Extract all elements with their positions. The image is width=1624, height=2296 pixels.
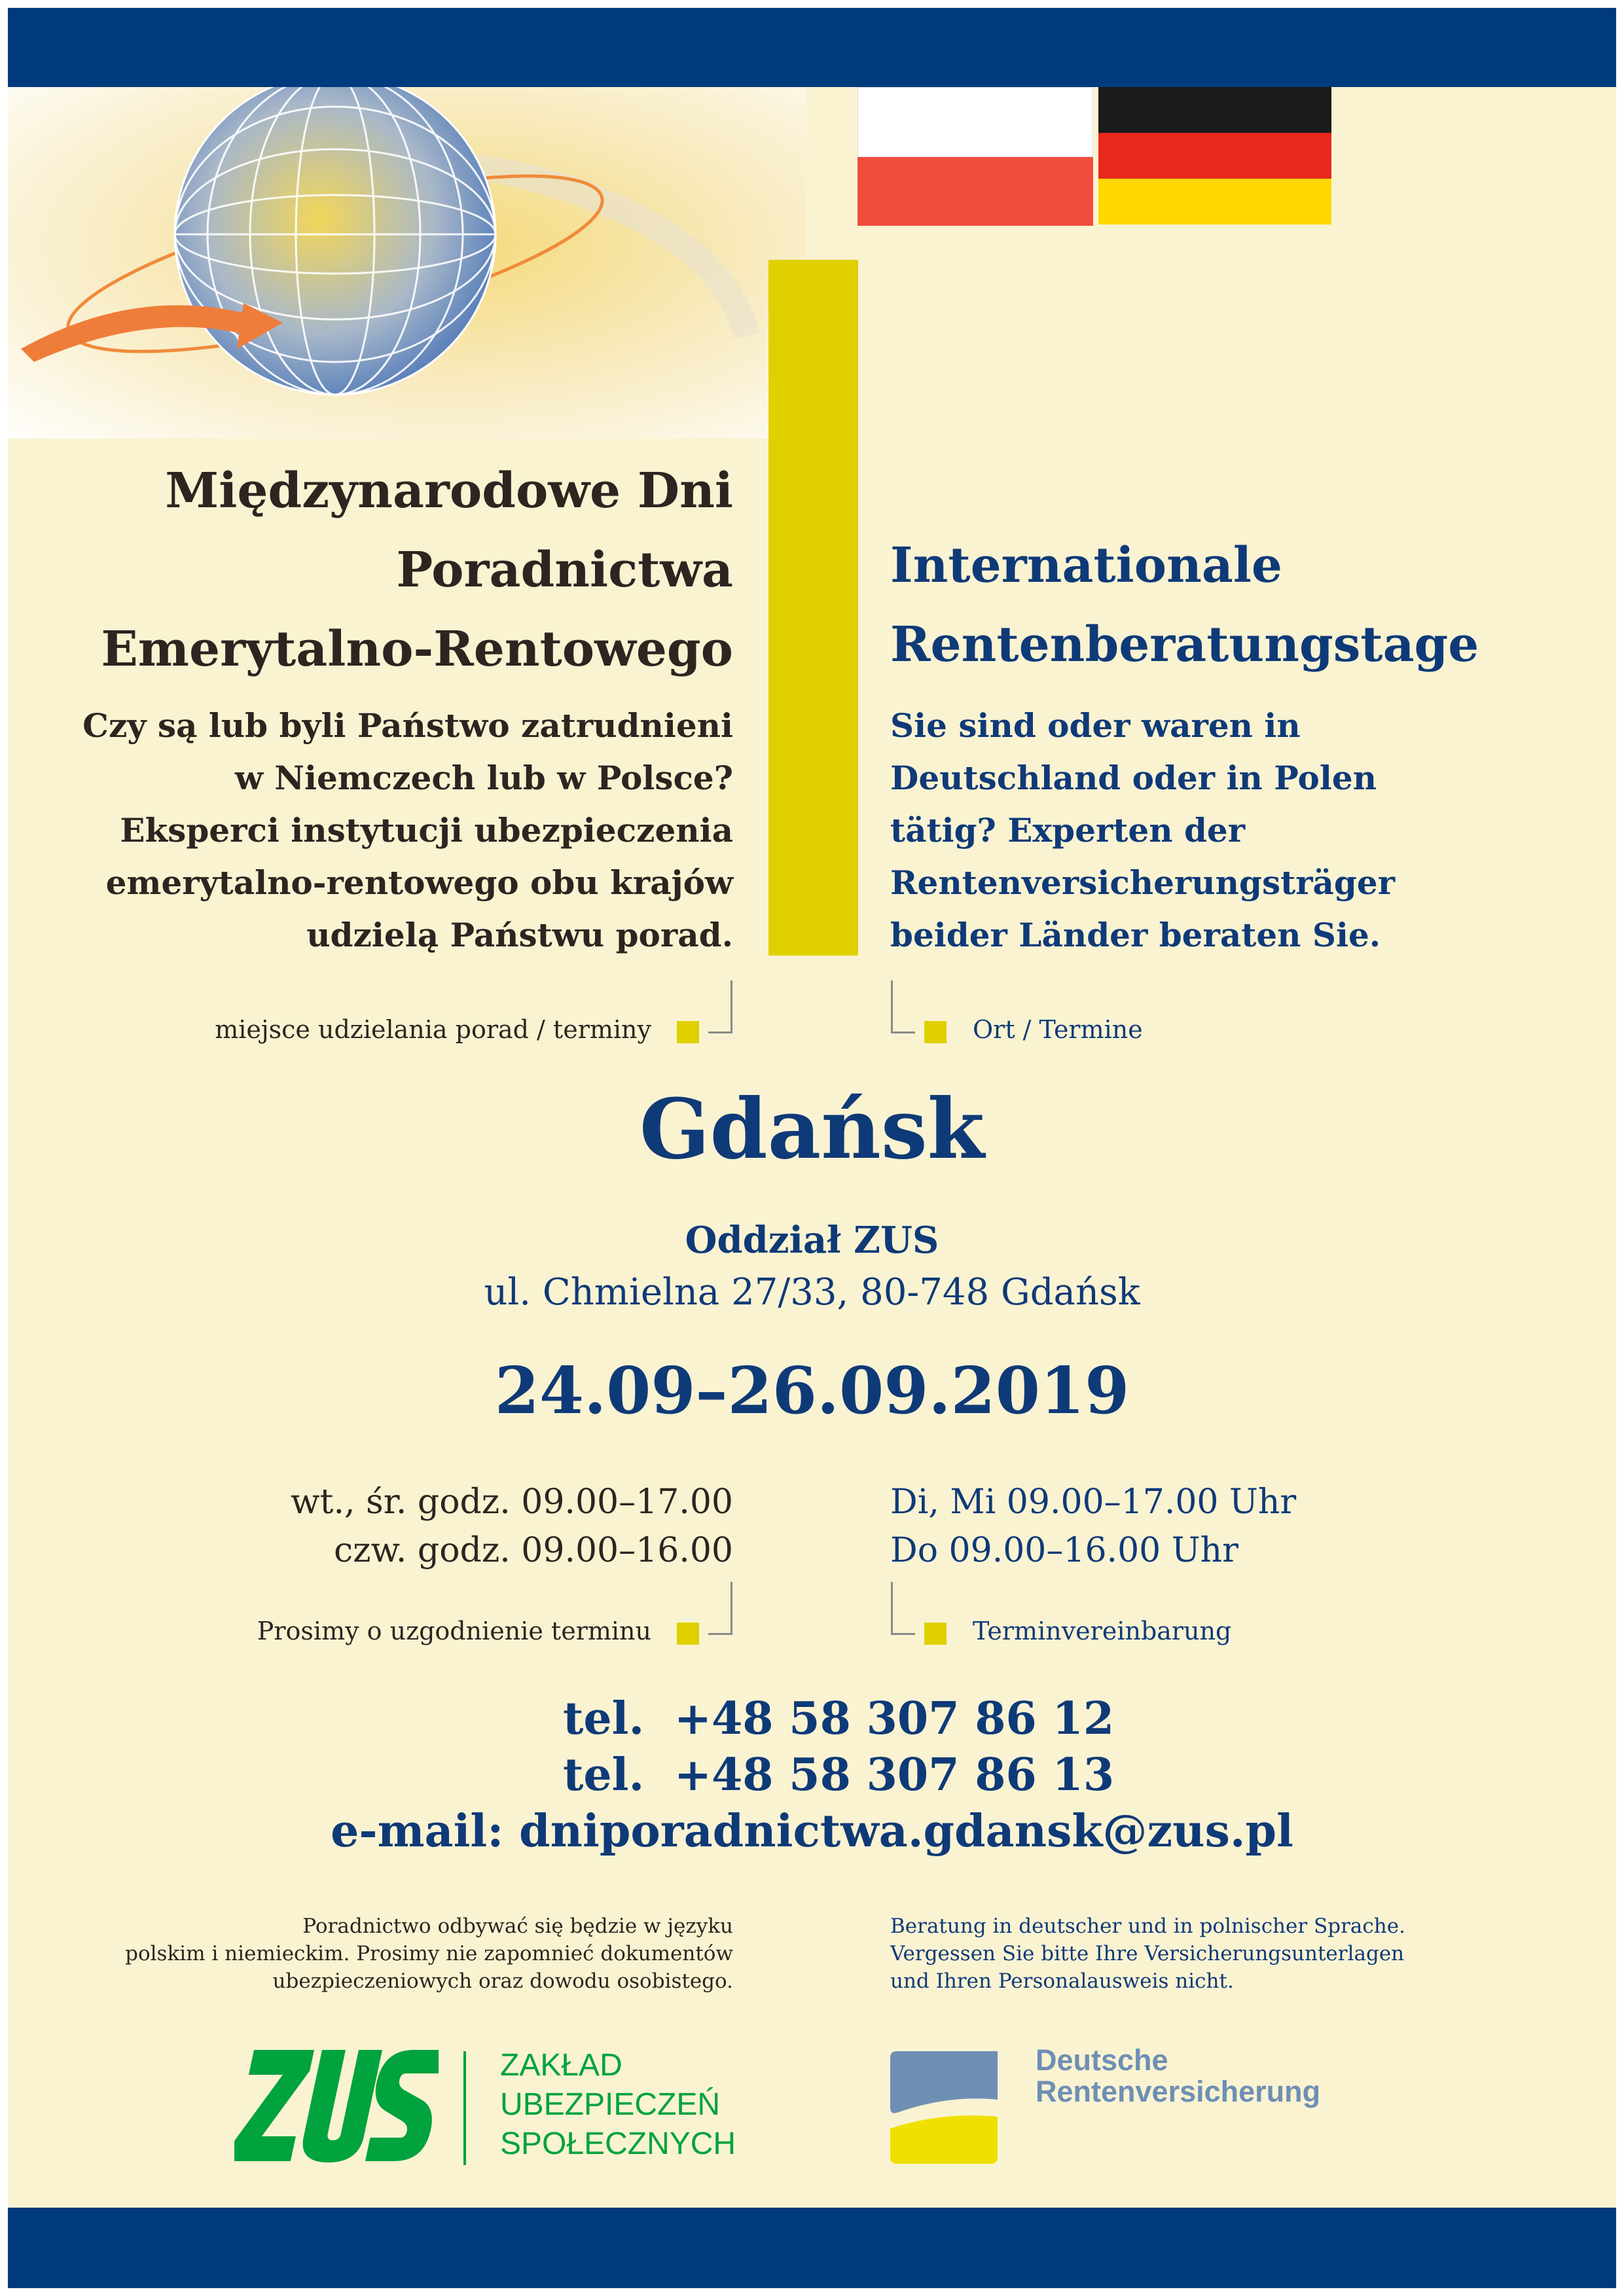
drv-name-line: Rentenversicherung [1036,2075,1321,2108]
polish-hours-line: wt., śr. godz. 09.00–17.00 [291,1482,733,1522]
phone-number[interactable]: +48 58 307 86 12 [674,1693,1115,1745]
center-yellow-bar [768,260,858,956]
german-footnote-line: und Ihren Personalausweis nicht. [890,1969,1234,1993]
drv-name-line: Deutsche [1036,2043,1168,2077]
zus-name-line: ZAKŁAD [500,2048,623,2083]
polish-title-line: Emerytalno-Rentowego [101,621,733,677]
polish-footnote-line: ubezpieczeniowych oraz dowodu osobistego. [272,1969,733,1993]
polish-appointment-label: Prosimy o uzgodnienie terminu [257,1617,651,1645]
email-line[interactable]: e-mail: dniporadnictwa.gdansk@zus.pl [331,1805,1293,1857]
polish-intro-line: w Niemczech lub w Polsce? [234,759,733,797]
polish-intro [65,700,733,961]
zus-logo-divider [463,2051,466,2165]
city-name: Gdańsk [639,1081,985,1177]
polish-footnote-line: Poradnictwo odbywać się będzie w języku [302,1914,733,1938]
zus-logo-text [500,2046,762,2164]
polish-hours-line: czw. godz. 09.00–16.00 [334,1531,733,1570]
polish-intro-line: emerytalno-rentowego obu krajów [105,863,733,902]
phone-label: tel. [563,1749,645,1801]
deutsche-rentenversicherung-logo-icon [890,2051,998,2164]
german-hours-line: Do 09.00–16.00 Uhr [890,1531,1238,1570]
event-dates: 24.09–26.09.2019 [494,1354,1130,1429]
phone-number[interactable]: +48 58 307 86 13 [674,1749,1115,1801]
bracket-line-de [891,980,915,1033]
polish-footnote [65,1912,733,1995]
zus-name-line: SPOŁECZNYCH [500,2126,736,2161]
bottom-band [8,2208,1616,2288]
german-intro-line: Deutschland oder in Polen [890,759,1377,797]
german-place-label: Ort / Termine [973,1015,1143,1044]
german-footnote-line: Vergessen Sie bitte Ihre Versicherungsunterlagen [890,1942,1405,1965]
german-intro-line: beider Länder beraten Sie. [890,916,1381,954]
yellow-square-marker-pl-2 [677,1623,699,1645]
polish-intro-line: Czy są lub byli Państwo zatrudnieni [82,706,733,745]
bracket-line-pl [708,980,732,1033]
office-name: Oddział ZUS [685,1219,939,1262]
german-footnote [890,1912,1584,1995]
polish-intro-line: udzielą Państwu porad. [306,916,733,954]
german-hours [890,1478,1584,1575]
office-address: ul. Chmielna 27/33, 80-748 Gdańsk [484,1271,1140,1314]
yellow-square-marker-de [924,1021,947,1043]
phone-row [563,1690,1218,1748]
german-footnote-line: Beratung in deutscher und in polnischer Sprache. [890,1914,1405,1938]
polish-title-line: Międzynarodowe Dni [165,463,733,519]
polish-intro-line: Eksperci instytucji ubezpieczenia [120,811,733,850]
german-title-line: Internationale [890,537,1283,594]
germany-flag-icon [1098,87,1331,224]
poland-flag-icon [857,87,1093,224]
german-hours-line: Di, Mi 09.00–17.00 Uhr [890,1482,1297,1522]
german-intro-line: Sie sind oder waren in [890,706,1301,745]
top-band [8,8,1616,87]
globe-illustration-icon [8,87,806,439]
polish-title [65,452,733,689]
zus-logo-icon [234,2050,439,2168]
polish-title-line: Poradnictwa [396,542,733,598]
german-title-line: Rentenberatungstage [890,617,1479,673]
polish-hours [65,1478,733,1575]
german-intro [890,700,1584,961]
drv-logo-text [1036,2045,1494,2108]
yellow-square-marker-de-2 [924,1623,947,1645]
phone-label: tel. [563,1693,645,1745]
bracket-line-de-2 [891,1582,915,1635]
phone-row [563,1746,1218,1804]
yellow-square-marker-pl [677,1021,699,1043]
german-intro-line: tätig? Experten der [890,811,1246,850]
german-title [890,526,1584,685]
polish-footnote-line: polskim i niemieckim. Prosimy nie zapomnieć dokumentów [125,1942,733,1965]
german-intro-line: Rentenversicherungsträger [890,863,1396,902]
zus-name-line: UBEZPIECZEŃ [500,2087,721,2122]
german-appointment-label: Terminvereinbarung [973,1617,1232,1645]
bracket-line-pl-2 [708,1582,732,1635]
polish-place-label: miejsce udzielania porad / terminy [215,1015,651,1044]
